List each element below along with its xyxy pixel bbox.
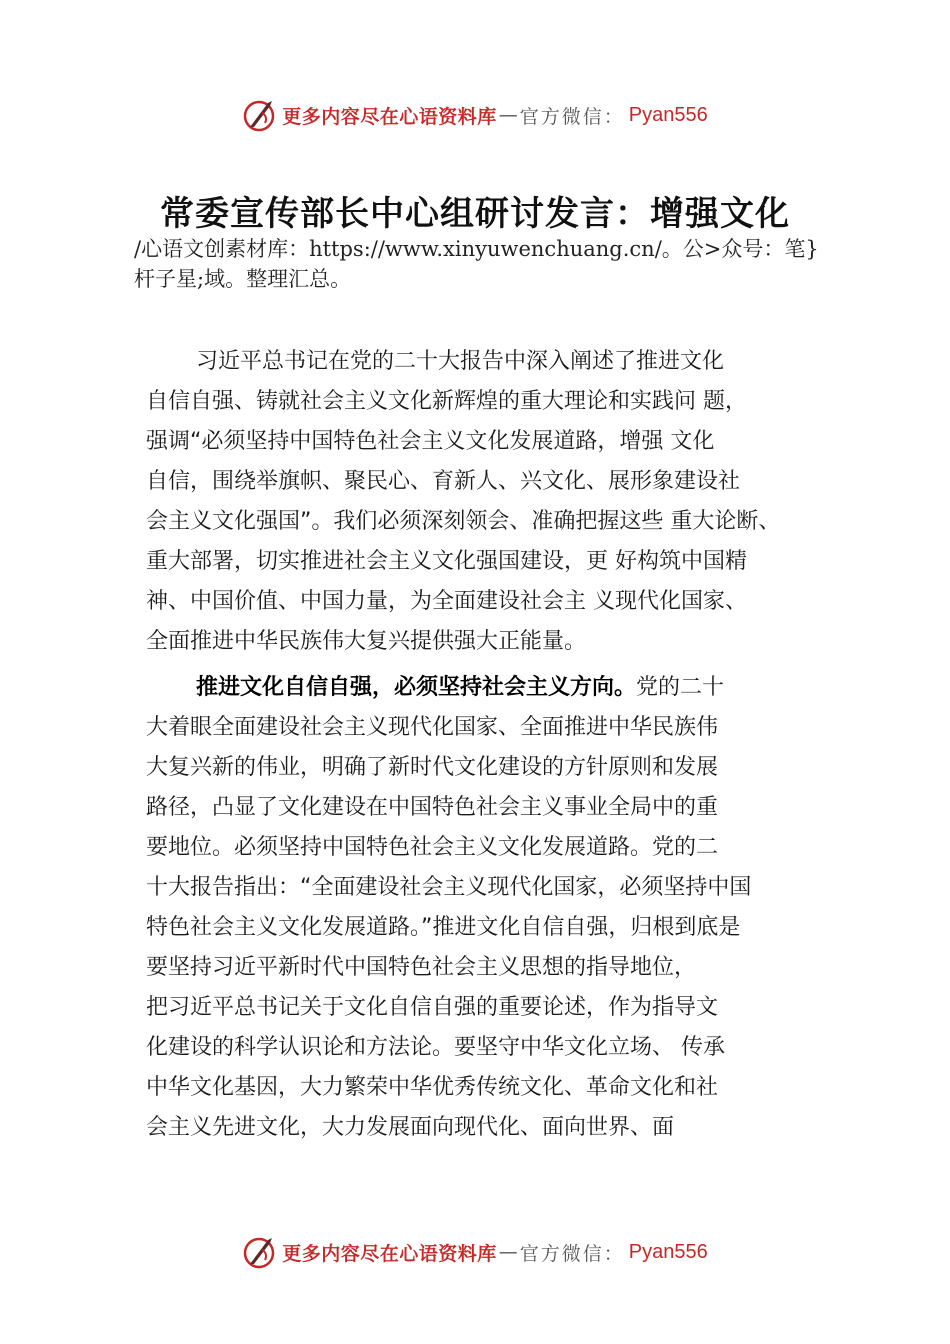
banner-brand-text: 更多内容尽在心语资料库	[282, 105, 497, 128]
paragraph-line: 会主义文化强国”。我们必须深刻领会、准确把握这些 重大论断、	[146, 509, 781, 534]
paragraph-1	[146, 342, 836, 662]
banner-wechat-label: 官方微信：	[519, 105, 625, 128]
paragraph-line: 会主义先进文化，大力发展面向现代化、面向世界、面	[146, 1115, 675, 1140]
paragraph-line: 路径，凸显了文化建设在中国特色社会主义事业全局中的重	[146, 795, 719, 820]
banner-wechat-id: Pyan556	[628, 1240, 708, 1263]
banner-wechat-label: 官方微信：	[519, 1242, 625, 1265]
paragraph-line: 要坚持习近平新时代中国特色社会主义思想的指导地位，	[146, 955, 697, 980]
paragraph-line: 化建设的科学认识论和方法论。要坚守中华文化立场、 传承	[146, 1035, 725, 1060]
document-title: 常委宣传部长中心组研讨发言：增强文化	[160, 194, 790, 234]
paragraph-line: 全面推进中华民族伟大复兴提供强大正能量。	[146, 629, 587, 654]
paragraph-line: 把习近平总书记关于文化自信自强的重要论述，作为指导文	[146, 995, 719, 1020]
paragraph-line: 习近平总书记在党的二十大报告中深入阐述了推进文化	[196, 349, 725, 374]
paragraph-line: 重大部署，切实推进社会主义文化强国建设，更 好构筑中国精	[146, 549, 747, 574]
paragraph-line: 自信自强、铸就社会主义文化新辉煌的重大理论和实践问 题，	[146, 389, 747, 414]
banner-dash: —	[498, 1241, 518, 1263]
paragraph-line: 神、中国价值、中国力量，为全面建设社会主 义现代化国家、	[146, 589, 747, 614]
banner-wechat-id: Pyan556	[628, 103, 708, 126]
footer-banner	[0, 1232, 950, 1272]
paragraph-lead-rest: 党的二十	[636, 675, 725, 700]
banner-brand-text: 更多内容尽在心语资料库	[282, 1242, 497, 1265]
quill-pen-logo-icon	[242, 1234, 278, 1270]
paragraph-line: 中华文化基因，大力繁荣中华优秀传统文化、革命文化和社	[146, 1075, 719, 1100]
paragraph-line: 大着眼全面建设社会主义现代化国家、全面推进中华民族伟	[146, 715, 719, 740]
paragraph-first-line	[146, 668, 836, 708]
paragraph-line: 特色社会主义文化发展道路。”推进文化自信自强，归根到底是	[146, 915, 741, 940]
paragraph-line: 十大报告指出：“全面建设社会主义现代化国家，必须坚持中国	[146, 875, 752, 900]
paragraph-line: 大复兴新的伟业，明确了新时代文化建设的方针原则和发展	[146, 755, 719, 780]
header-banner	[0, 95, 950, 135]
paragraph-line: 要地位。必须坚持中国特色社会主义文化发展道路。党的二	[146, 835, 719, 860]
paragraph-2	[146, 668, 836, 1148]
source-line: /心语文创素材库：https://www.xinyuwenchuang.cn/。公>众号：笔}杆子星;域。整理汇总。	[134, 237, 819, 291]
paragraph-line: 强调“必须坚持中国特色社会主义文化发展道路，增强 文化	[146, 429, 715, 454]
paragraph-line: 自信，围绕举旗帜、聚民心、育新人、兴文化、展形象建设社	[146, 469, 741, 494]
banner-dash: —	[498, 104, 518, 126]
quill-pen-logo-icon	[242, 97, 278, 133]
paragraph-bold-lead: 推进文化自信自强，必须坚持社会主义方向。	[196, 675, 637, 700]
